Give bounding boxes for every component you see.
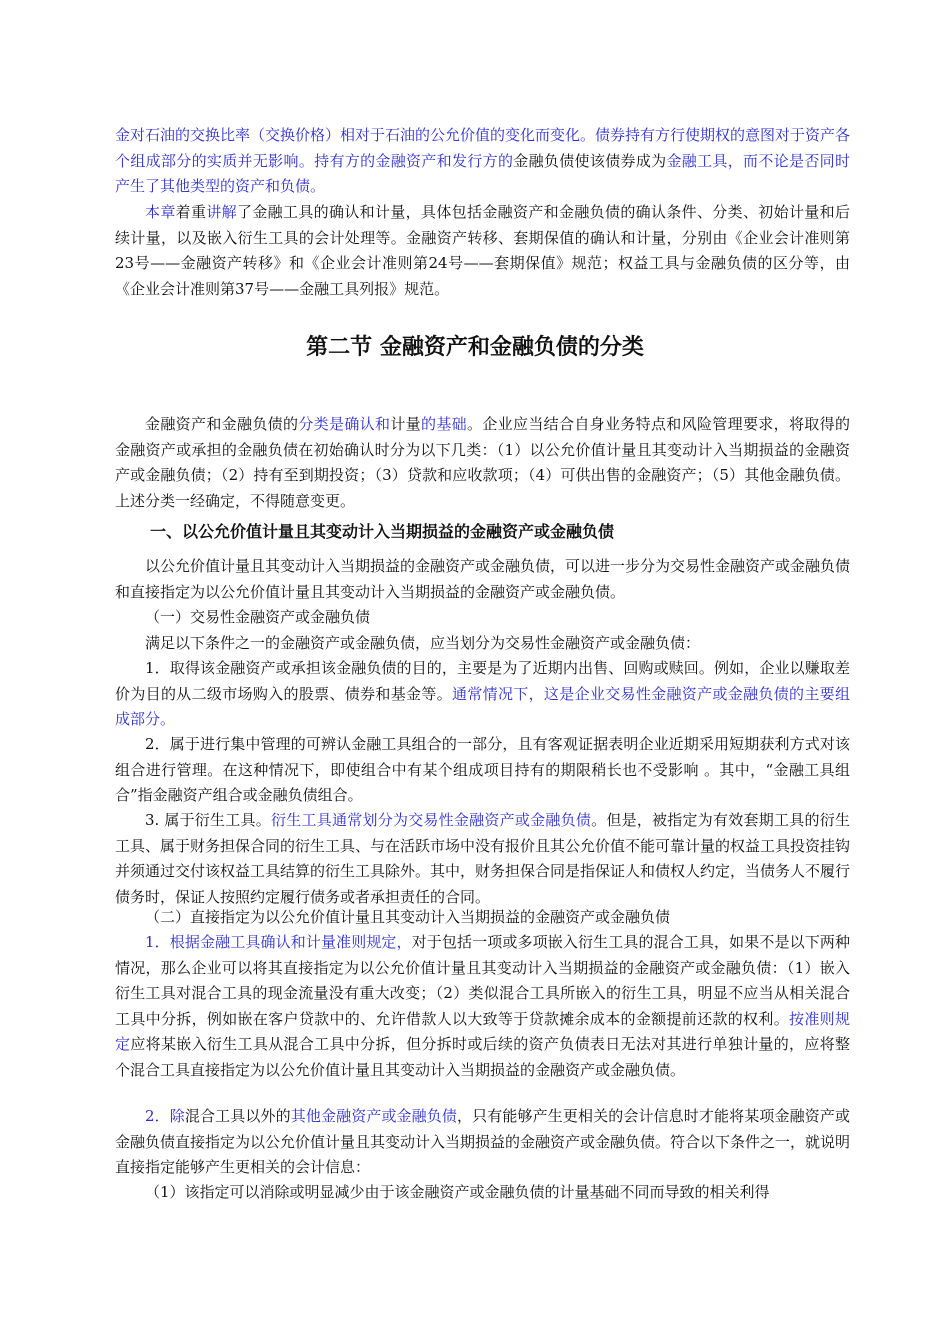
designated-item-1: [115, 930, 850, 1083]
designated-item-2: [115, 1104, 850, 1181]
text-run: 通常情况下，这是企业交易性金融资产或金融负债的主要组成部分。: [115, 684, 850, 728]
designated-item-2-1: [115, 1180, 850, 1206]
section-title: 第二节 金融资产和金融负债的分类: [306, 335, 644, 360]
trading-conditions-intro: [115, 631, 850, 657]
heading-1-body: [115, 554, 850, 605]
trading-condition-3: [115, 808, 850, 910]
text-run: 本章: [145, 203, 176, 221]
chapter-overview-paragraph: [115, 200, 850, 302]
text-run: 。企业应当结合自身业务特点和风险管理要求，将取得的金融资产或承担的金融负债在初始确认时分为以下几类：（1）以公允价值计量且其变动计入当期损益的金融资产或金融负债；（2）持有至到期投资；（3）贷款和应收款项；（4）可供出售的金融资产；（5）其他金融负债。上述分类一经确定，不得随意变更。: [115, 415, 850, 510]
text-run: （二）直接指定为以公允价值计量且其变动计入当期损益的金融资产或金融负债: [145, 908, 671, 926]
text-run: 。但是，被指定为有效套期工具的衍生工具、属于财务担保合同的衍生工具、与在活跃市场中没有报价且其公允价值不能可靠计量的权益工具投资挂钩并须通过交付该权益工具结算的衍生工具除外。其中，财务担保合同是指保证人和债权人约定，当债务人不履行债务时，保证人按照约定履行债务或者承担责任的合同。: [115, 811, 851, 906]
text-run: （1）该指定可以消除或明显减少由于该金融资产或金融负债的计量基础不同而导致的相关利得: [145, 1183, 770, 1201]
text-run: 了金融工具的确认和计量，具体包括金融资产和金融负债的确认条件、分类、初始计量和后续计量，以及嵌入衍生工具的会计处理等。金融资产转移、套期保值的确认和计量，分别由《企业会计准则第23号——金融资产转移》和《企业会计准则第24号——套期保值》规范；权益工具与金融负债的区分等，由《企业会计准则第37号——金融工具列报》规范。: [115, 203, 850, 298]
trading-condition-2: [115, 732, 850, 809]
text-run: 满足以下条件之一的金融资产或金融负债，应当划分为交易性金融资产或金融负债：: [145, 634, 701, 652]
text-run: 着重: [175, 203, 207, 221]
text-run: 应将某嵌入衍生工具从混合工具中分拆，但分拆时或后续的资产负债表日无法对其进行单独计量的，应将整个混合工具直接指定为以公允价值计量且其变动计入当期损益的金融资产或金融负债。: [115, 1035, 850, 1079]
text-run: 2．属于进行集中管理的可辨认金融工具组合的一部分，且有客观证据表明企业近期采用短期获利方式对该组合进行管理。在这种情况下，即使组合中有某个组成项目持有的期限稍长也不受影响 。其中，“金融工具组合”指金融资产组合或金融负债组合。: [115, 735, 850, 804]
text-run: 讲解: [206, 203, 238, 221]
subheading-trading: [115, 605, 850, 631]
text-run: 以公允价值计量且其变动计入当期损益的金融资产或金融负债，可以进一步分为交易性金融资产或金融负债和直接指定为以公允价值计量且其变动计入当期损益的金融资产或金融负债。: [115, 557, 851, 601]
heading-1: 一、以公允价值计量且其变动计入当期损益的金融资产或金融负债: [150, 522, 615, 541]
text-run: 分类是确认和: [298, 415, 391, 433]
text-run: 金融资产和金融负债的: [145, 415, 299, 433]
text-run: 的基础: [421, 415, 467, 433]
text-run: 金融负债使该债券成为: [513, 151, 667, 170]
text-run: 1．根据金融工具确认和计量准则规定，: [145, 933, 412, 951]
section-intro-paragraph: [115, 412, 850, 514]
trading-condition-1: [115, 656, 850, 733]
text-run: 衍生工具通常划分为交易性金融资产或金融负债: [271, 811, 592, 829]
text-run: 金对石油的交换比率（交换价格）相对于石油的公允价值的变化而变化。债券持有方行使期权的意图对于资产各个组成部分的实质并无影响。持有方的金融资产和发行方的: [115, 126, 851, 170]
text-run: 按准则规定: [115, 1009, 850, 1053]
text-run: 对于包括一项或多项嵌入衍生工具的混合工具，如果不是以下两种情况，那么企业可以将其直接指定为以公允价值计量且其变动计入当期损益的金融资产或金融负债：（1）嵌入衍生工具对混合工具的现金流量没有重大改变；（2）类似混合工具所嵌入的衍生工具，明显不应当从相关混合工具中分拆，例如嵌在客户贷款中的、允许借款人以大致等于贷款摊余成本的金额提前还款的权利。: [115, 933, 851, 1028]
text-run: ，只有能够产生更相关的会计信息时才能将某项金融资产或金融负债直接指定为以公允价值计量且其变动计入当期损益的金融资产或金融负债。符合以下条件之一，就说明直接指定能够产生更相关的会计信息：: [115, 1107, 851, 1176]
text-run: 金融工具，而不论是否同时产生了其他类型的资产和负债。: [115, 151, 850, 195]
text-run: 3. 属于衍生工具。: [145, 811, 272, 829]
text-run: 其他金融资产或金融负债: [290, 1107, 458, 1125]
subheading-designated: [115, 905, 850, 931]
text-run: 混合工具以外的: [184, 1107, 291, 1125]
text-run: 2．除: [145, 1107, 185, 1125]
intro-paragraph: [115, 123, 850, 200]
text-run: 计量: [390, 415, 421, 433]
text-run: （一）交易性金融资产或金融负债: [145, 608, 371, 626]
text-run: 1．取得该金融资产或承担该金融负债的目的，主要是为了近期内出售、回购或赎回。例如，企业以赚取差价为目的从二级市场购入的股票、债券和基金等。: [115, 659, 850, 703]
